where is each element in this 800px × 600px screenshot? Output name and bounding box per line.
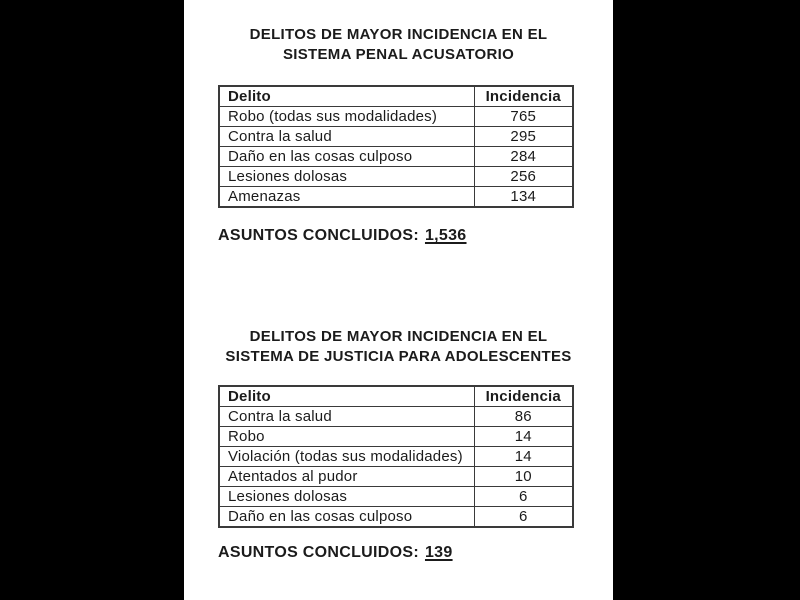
section-2-title-line-2: SISTEMA DE JUSTICIA PARA ADOLESCENTES	[225, 348, 572, 365]
column-header-incidencia: Incidencia	[474, 86, 573, 107]
incidencia-cell: 765	[474, 107, 573, 127]
delito-cell: Lesiones dolosas	[219, 167, 474, 187]
incidencia-cell: 14	[474, 427, 573, 447]
table-row	[219, 147, 573, 167]
incidencia-cell: 6	[474, 487, 573, 507]
incidencia-cell: 284	[474, 147, 573, 167]
section-2-title	[184, 327, 613, 367]
table-header-row	[219, 86, 573, 107]
delito-cell: Daño en las cosas culposo	[219, 507, 474, 528]
section-1-title	[184, 25, 613, 65]
section-1-title-line-1: DELITOS DE MAYOR INCIDENCIA EN EL	[249, 26, 548, 43]
delito-cell: Amenazas	[219, 187, 474, 208]
column-header-incidencia: Incidencia	[474, 386, 573, 407]
table-row	[219, 187, 573, 208]
incidencia-cell: 295	[474, 127, 573, 147]
table-row	[219, 507, 573, 528]
table-row	[219, 487, 573, 507]
delito-cell: Lesiones dolosas	[219, 487, 474, 507]
table-row	[219, 467, 573, 487]
incidencia-cell: 256	[474, 167, 573, 187]
delito-cell: Robo	[219, 427, 474, 447]
asuntos-concluidos-label: ASUNTOS CONCLUIDOS:	[218, 227, 419, 244]
delito-cell: Daño en las cosas culposo	[219, 147, 474, 167]
document-page	[184, 0, 613, 600]
incidencia-cell: 14	[474, 447, 573, 467]
table-row	[219, 427, 573, 447]
asuntos-concluidos-label: ASUNTOS CONCLUIDOS:	[218, 544, 419, 561]
table-row	[219, 127, 573, 147]
table-row	[219, 167, 573, 187]
table-row	[219, 447, 573, 467]
delitos-table-justicia-adolescentes	[218, 385, 574, 528]
incidencia-cell: 86	[474, 407, 573, 427]
table-header-row	[219, 386, 573, 407]
delito-cell: Contra la salud	[219, 127, 474, 147]
asuntos-concluidos-value: 1,536	[424, 227, 467, 244]
section-2-title-line-1: DELITOS DE MAYOR INCIDENCIA EN EL	[249, 328, 548, 345]
column-header-delito: Delito	[219, 86, 474, 107]
delito-cell: Robo (todas sus modalidades)	[219, 107, 474, 127]
incidencia-cell: 134	[474, 187, 573, 208]
delito-cell: Violación (todas sus modalidades)	[219, 447, 474, 467]
asuntos-concluidos-penal	[218, 227, 467, 245]
delitos-table-penal-acusatorio	[218, 85, 574, 208]
section-1-title-line-2: SISTEMA PENAL ACUSATORIO	[282, 46, 515, 63]
asuntos-concluidos-value: 139	[424, 544, 453, 561]
table-row	[219, 407, 573, 427]
table-row	[219, 107, 573, 127]
column-header-delito: Delito	[219, 386, 474, 407]
asuntos-concluidos-adolescentes	[218, 544, 453, 562]
incidencia-cell: 10	[474, 467, 573, 487]
incidencia-cell: 6	[474, 507, 573, 528]
delito-cell: Contra la salud	[219, 407, 474, 427]
delito-cell: Atentados al pudor	[219, 467, 474, 487]
